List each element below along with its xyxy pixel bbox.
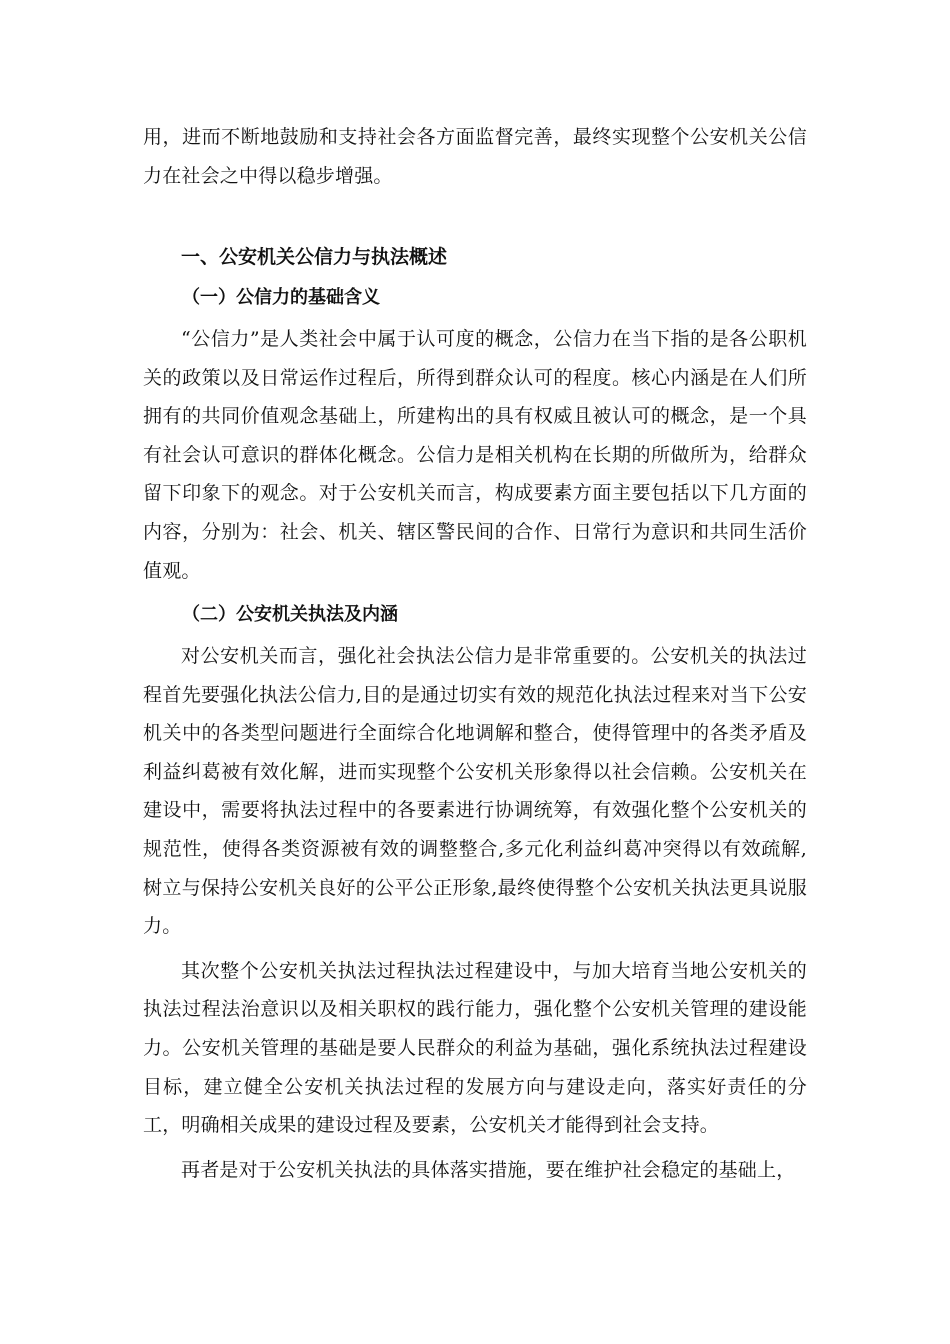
subsection-2-body	[143, 637, 807, 1189]
subsection-1-body	[143, 320, 807, 590]
intro-paragraph: 用，进而不断地鼓励和支持社会各方面监督完善，最终实现整个公安机关公信力在社会之中得以稳步增强。	[143, 126, 807, 187]
section-heading: 一、公安机关公信力与执法概述	[181, 246, 448, 268]
subsection-2-title: （二）公安机关执法及内涵	[182, 604, 398, 625]
subsection-2-paragraph-1: 对公安机关而言，强化社会执法公信力是非常重要的。公安机关的执法过程首先要强化执法公信力,目的是通过切实有效的规范化执法过程来对当下公安机关中的各类型问题进行全面综合化地调解和整合，使得管理中的各类矛盾及利益纠葛被有效化解，进而实现整个公安机关形象得以社会信赖。公安机关在建设中，需要将执法过程中的各要素进行协调统筹，有效强化整个公安机关的规范性，使得各类资源被有效的调整整合,多元化利益纠葛冲突得以有效疏解,树立与保持公安机关良好的公平公正形象,最终使得整个公安机关执法更具说服力。	[143, 645, 807, 938]
subsection-2-paragraph-2: 其次整个公安机关执法过程执法过程建设中，与加大培育当地公安机关的执法过程法治意识以及相关职权的践行能力，强化整个公安机关管理的建设能力。公安机关管理的基础是要人民群众的利益为基础，强化系统执法过程建设目标，建立健全公安机关执法过程的发展方向与建设走向，落实好责任的分工，明确相关成果的建设过程及要素，公安机关才能得到社会支持。	[143, 959, 807, 1137]
subsection-1-title: （一）公信力的基础含义	[182, 287, 380, 308]
intro-block	[143, 118, 807, 195]
subsection-1-paragraph: “公信力”是人类社会中属于认可度的概念，公信力在当下指的是各公职机关的政策以及日常运作过程后，所得到群众认可的程度。核心内涵是在人们所拥有的共同价值观念基础上，所建构出的具有权威且被认可的概念，是一个具有社会认可意识的群体化概念。公信力是相关机构在长期的所做所为，给群众留下印象下的观念。对于公安机关而言，构成要素方面主要包括以下几方面的内容，分别为：社会、机关、辖区警民间的合作、日常行为意识和共同生活价值观。	[143, 328, 807, 582]
subsection-2-paragraph-3: 再者是对于公安机关执法的具体落实措施，要在维护社会稳定的基础上，	[181, 1158, 796, 1181]
